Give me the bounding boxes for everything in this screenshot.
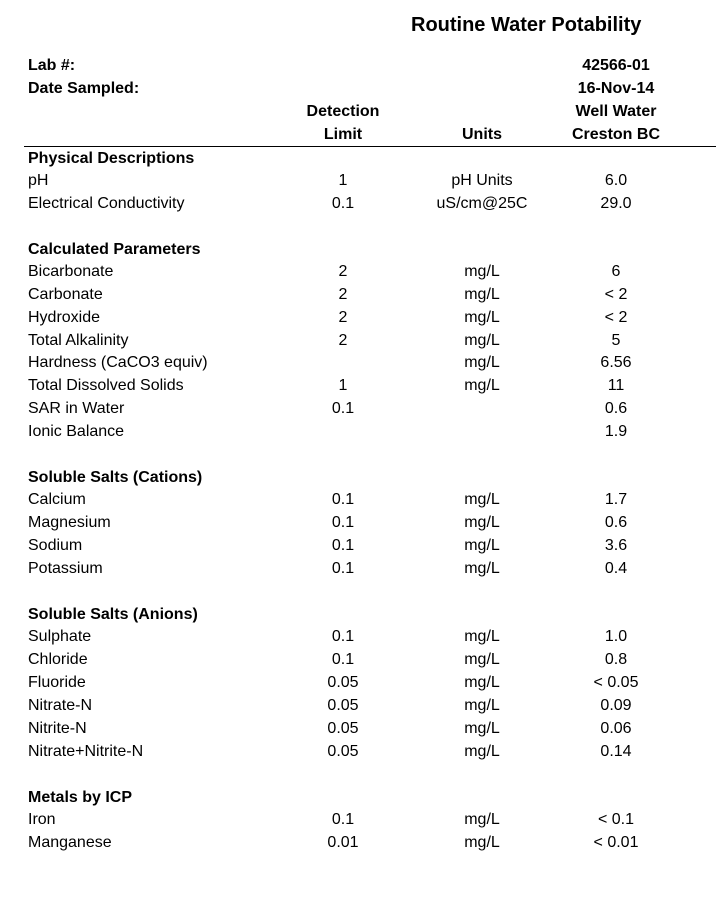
result: 6 <box>611 263 621 280</box>
detection-limit: 2 <box>338 332 348 349</box>
report-title: Routine Water Potability <box>411 14 642 36</box>
unit: mg/L <box>464 354 500 371</box>
detection-limit: 0.1 <box>331 491 355 508</box>
detection-limit: 0.1 <box>331 400 355 417</box>
table-row <box>0 651 716 673</box>
detection-limit: 2 <box>338 309 348 326</box>
unit: mg/L <box>464 377 500 394</box>
parameter-name: Ionic Balance <box>28 423 125 440</box>
parameter-name: pH <box>28 172 49 189</box>
table-row <box>0 720 716 742</box>
result: 29.0 <box>600 195 632 212</box>
table-row <box>0 834 716 856</box>
detection-limit: 0.05 <box>327 697 359 714</box>
table-row <box>0 811 716 833</box>
header-divider <box>24 146 716 147</box>
parameter-name: Hardness (CaCO3 equiv) <box>28 354 208 371</box>
unit: mg/L <box>464 811 500 828</box>
unit: mg/L <box>464 743 500 760</box>
result: 1.9 <box>604 423 628 440</box>
result: 1.7 <box>604 491 628 508</box>
table-row <box>0 400 716 422</box>
result: < 0.1 <box>597 811 635 828</box>
result: 5 <box>611 332 621 349</box>
unit: mg/L <box>464 720 500 737</box>
parameter-name: Chloride <box>28 651 88 668</box>
detection-limit-header-line2: Limit <box>323 126 363 143</box>
table-row <box>0 697 716 719</box>
result: 11 <box>607 377 625 394</box>
detection-limit: 2 <box>338 286 348 303</box>
section-title-physical: Physical Descriptions <box>28 150 195 167</box>
parameter-name: Calcium <box>28 491 86 508</box>
section-title-cations: Soluble Salts (Cations) <box>28 469 203 486</box>
detection-limit: 1 <box>338 377 348 394</box>
parameter-name: Bicarbonate <box>28 263 114 280</box>
table-row <box>0 195 716 217</box>
unit: mg/L <box>464 309 500 326</box>
detection-limit: 0.1 <box>331 560 355 577</box>
table-row <box>0 560 716 582</box>
result: 0.06 <box>600 720 632 737</box>
unit: mg/L <box>464 674 500 691</box>
unit: mg/L <box>464 286 500 303</box>
unit: mg/L <box>464 834 500 851</box>
parameter-name: Sodium <box>28 537 83 554</box>
detection-limit: 0.1 <box>331 514 355 531</box>
unit: mg/L <box>464 560 500 577</box>
result: 1.0 <box>604 628 628 645</box>
parameter-name: Fluoride <box>28 674 86 691</box>
section-title-calculated: Calculated Parameters <box>28 241 201 258</box>
parameter-name: Iron <box>28 811 56 828</box>
result: 0.6 <box>604 400 628 417</box>
table-row <box>0 377 716 399</box>
unit: mg/L <box>464 263 500 280</box>
result: 0.8 <box>604 651 628 668</box>
unit: mg/L <box>464 491 500 508</box>
detection-limit: 0.1 <box>331 628 355 645</box>
detection-limit: 0.05 <box>327 674 359 691</box>
detection-limit: 1 <box>338 172 348 189</box>
lab-number-value: 42566-01 <box>582 57 650 74</box>
parameter-name: Hydroxide <box>28 309 101 326</box>
detection-limit: 0.1 <box>331 537 355 554</box>
detection-limit: 0.01 <box>327 834 359 851</box>
table-row <box>0 332 716 354</box>
result: 3.6 <box>604 537 628 554</box>
unit: mg/L <box>464 628 500 645</box>
section-title-metals: Metals by ICP <box>28 789 133 806</box>
date-sampled-label: Date Sampled: <box>28 80 140 97</box>
result: 6.56 <box>600 354 632 371</box>
result: < 2 <box>604 286 628 303</box>
parameter-name: Nitrate+Nitrite-N <box>28 743 144 760</box>
table-row <box>0 674 716 696</box>
parameter-name: Potassium <box>28 560 103 577</box>
result: 6.0 <box>604 172 628 189</box>
result: < 2 <box>604 309 628 326</box>
result: 0.6 <box>604 514 628 531</box>
parameter-name: Carbonate <box>28 286 103 303</box>
table-row <box>0 309 716 331</box>
unit: mg/L <box>464 697 500 714</box>
unit: mg/L <box>464 651 500 668</box>
parameter-name: Total Dissolved Solids <box>28 377 184 394</box>
parameter-name: Total Alkalinity <box>28 332 129 349</box>
table-row <box>0 286 716 308</box>
detection-limit: 0.05 <box>327 720 359 737</box>
unit: pH Units <box>451 172 513 189</box>
sample-location: Creston BC <box>571 126 661 143</box>
table-row <box>0 514 716 536</box>
unit: mg/L <box>464 514 500 531</box>
table-row <box>0 537 716 559</box>
detection-limit: 0.1 <box>331 195 355 212</box>
parameter-name: Electrical Conductivity <box>28 195 185 212</box>
unit: uS/cm@25C <box>436 195 528 212</box>
table-row <box>0 423 716 445</box>
result: 0.14 <box>600 743 632 760</box>
parameter-name: Manganese <box>28 834 112 851</box>
date-sampled-value: 16-Nov-14 <box>577 80 655 97</box>
detection-limit: 0.05 <box>327 743 359 760</box>
detection-limit-header-line1: Detection <box>306 103 380 120</box>
detection-limit: 0.1 <box>331 811 355 828</box>
table-row <box>0 354 716 376</box>
section-title-anions: Soluble Salts (Anions) <box>28 606 198 623</box>
unit: mg/L <box>464 332 500 349</box>
table-row <box>0 263 716 285</box>
result: 0.09 <box>600 697 632 714</box>
parameter-name: SAR in Water <box>28 400 125 417</box>
parameter-name: Magnesium <box>28 514 111 531</box>
table-row <box>0 628 716 650</box>
unit: mg/L <box>464 537 500 554</box>
table-row <box>0 172 716 194</box>
parameter-name: Sulphate <box>28 628 92 645</box>
sample-type: Well Water <box>575 103 657 120</box>
result: 0.4 <box>604 560 628 577</box>
detection-limit: 2 <box>338 263 348 280</box>
table-row <box>0 743 716 765</box>
parameter-name: Nitrite-N <box>28 720 87 737</box>
detection-limit: 0.1 <box>331 651 355 668</box>
units-header: Units <box>462 126 502 143</box>
parameter-name: Nitrate-N <box>28 697 93 714</box>
table-row <box>0 491 716 513</box>
lab-number-label: Lab #: <box>28 57 76 74</box>
result: < 0.05 <box>593 674 639 691</box>
result: < 0.01 <box>593 834 639 851</box>
